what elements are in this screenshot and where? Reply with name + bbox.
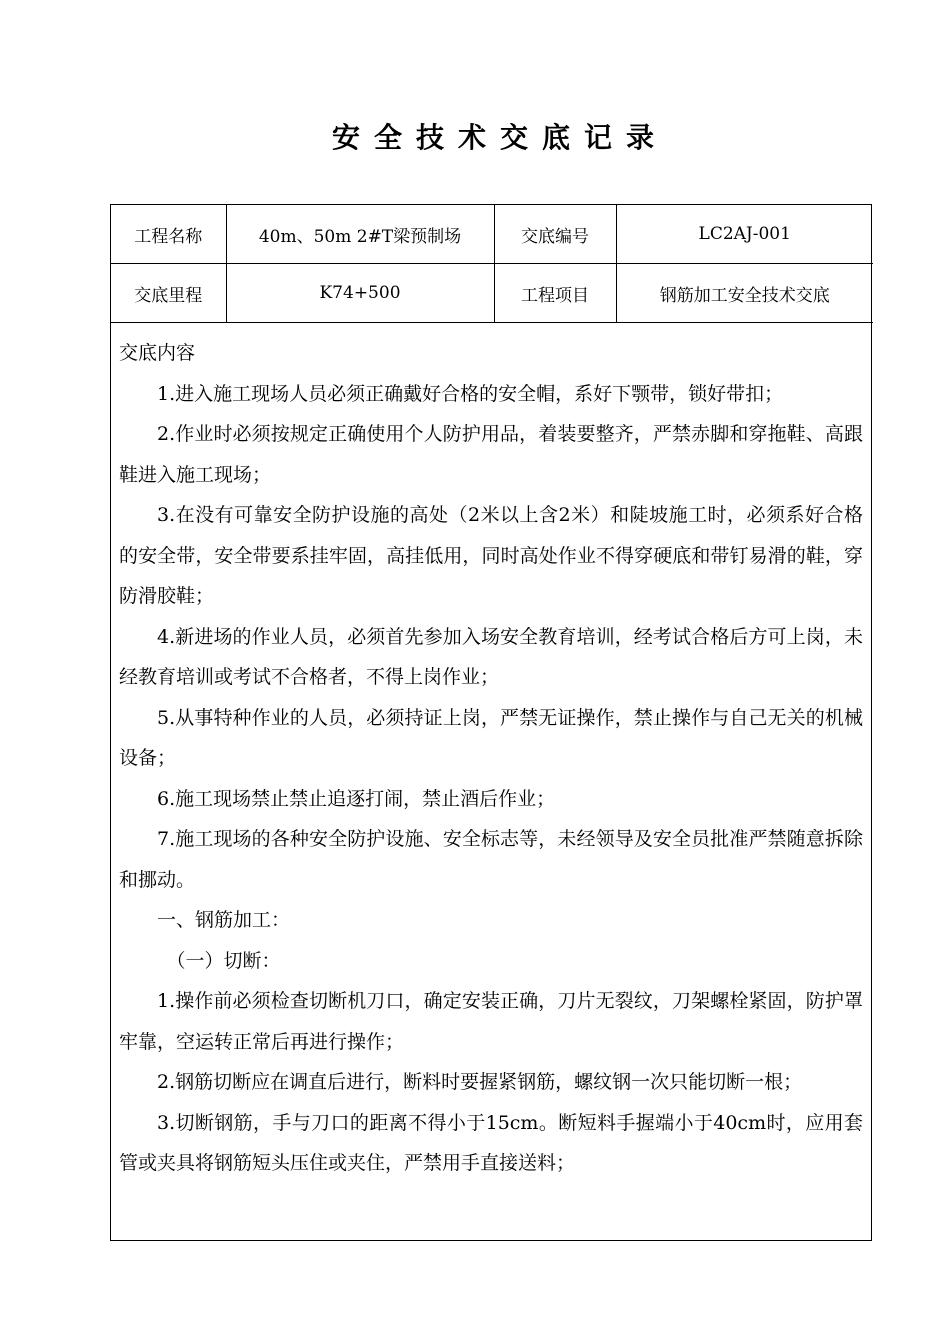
project-name-label: 工程名称 [111,205,226,264]
content-paragraph: 2.钢筋切断应在调直后进行，断料时要握紧钢筋，螺纹钢一次只能切断一根； [157,1071,803,1093]
section-heading: 一、钢筋加工： [157,909,291,931]
mileage-value: K74+500 [226,264,494,323]
content-body [111,323,871,1184]
document-title: 安全技术交底记录 [331,121,668,154]
content-paragraph: 1.操作前必须检查切断机刀口，确定安装正确，刀片无裂纹，刀架螺栓紧固，防护罩牢靠，空运转正常后再进行操作； [119,990,863,1053]
record-sheet [110,204,872,1241]
content-paragraph: 7.施工现场的各种安全防护设施、安全标志等，未经领导及安全员批准严禁随意拆除和挪动。 [119,828,863,891]
content-heading: 交底内容 [119,342,196,364]
header-row-2 [111,264,873,323]
header-row-1 [111,205,873,264]
subsection-heading: （一）切断： [166,949,281,972]
mileage-label: 交底里程 [111,264,226,323]
content-paragraph: 3.切断钢筋，手与刀口的距离不得小于15cm。断短料手握端小于40cm时，应用套管或夹具将钢筋短头压住或夹住，严禁用手直接送料； [119,1111,863,1174]
content-paragraph: 3.在没有可靠安全防护设施的高处（2米以上含2米）和陡坡施工时，必须系好合格的安全带，安全带要系挂牢固，高挂低用，同时高处作业不得穿硬底和带钉易滑的鞋，穿防滑胶鞋； [119,504,863,607]
code-value: LC2AJ-001 [616,205,873,264]
code-label: 交底编号 [494,205,616,264]
content-paragraph: 5.从事特种作业的人员，必须持证上岗，严禁无证操作，禁止操作与自己无关的机械设备； [119,706,863,769]
header-table [111,205,873,323]
content-paragraph: 4.新进场的作业人员，必须首先参加入场安全教育培训，经考试合格后方可上岗，未经教育培训或考试不合格者，不得上岗作业； [119,625,863,688]
item-value: 钢筋加工安全技术交底 [616,264,873,323]
content-paragraph: 1.进入施工现场人员必须正确戴好合格的安全帽，系好下颚带，锁好带扣； [157,382,784,405]
project-name-value: 40m、50m 2#T梁预制场 [226,205,494,264]
item-label: 工程项目 [494,264,616,323]
content-paragraph: 6.施工现场禁止禁止追逐打闹，禁止酒后作业； [157,787,556,810]
content-paragraph: 2.作业时必须按规定正确使用个人防护用品，着装要整齐，严禁赤脚和穿拖鞋、高跟鞋进入施工现场； [119,423,863,486]
